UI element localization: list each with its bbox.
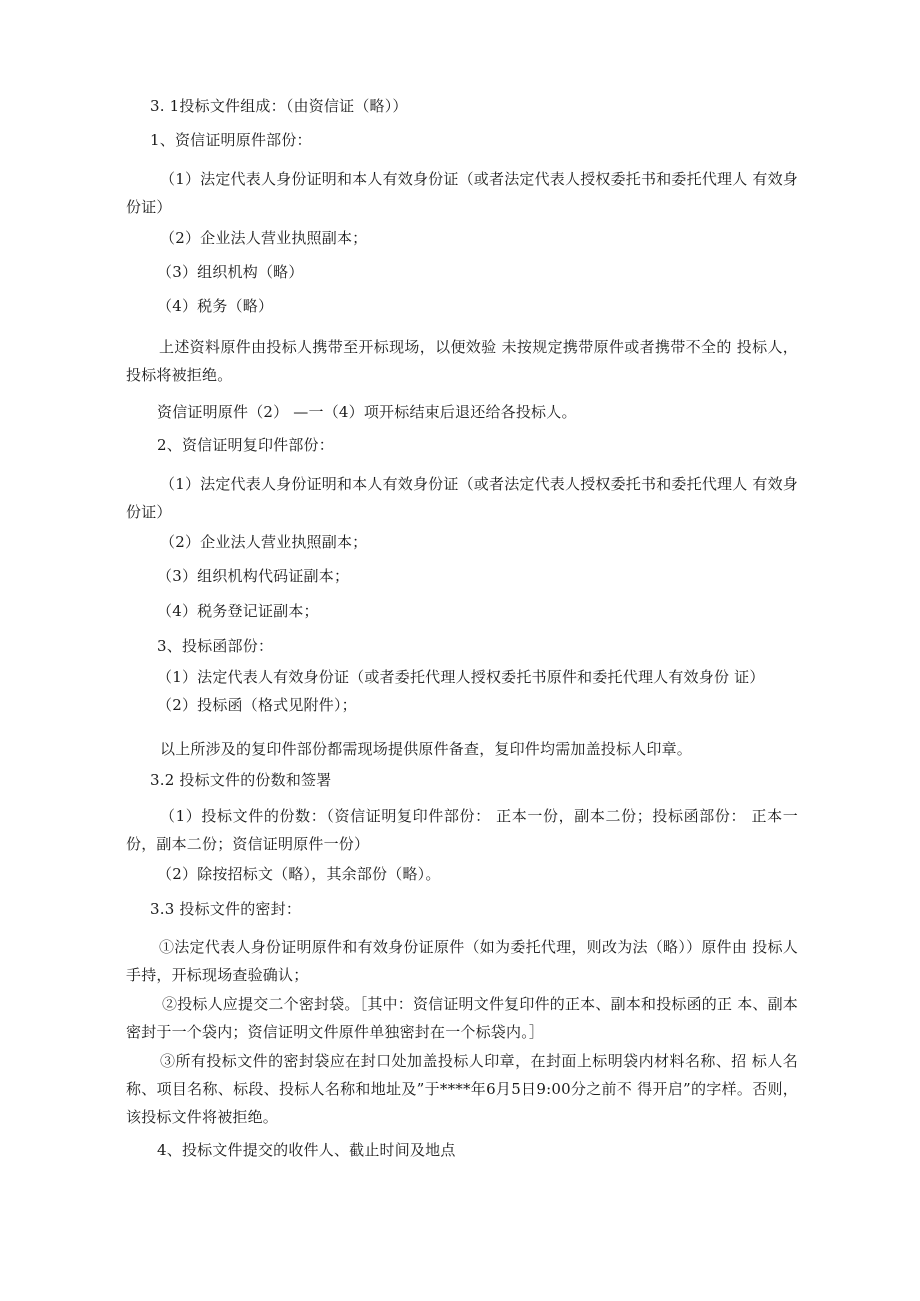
paragraph-signing: （2）除按招标文（略），其余部份（略）。 bbox=[157, 865, 441, 883]
list-item-original-4: （4）税务（略） bbox=[157, 297, 274, 315]
paragraph-sealing-2: ②投标人应提交二个密封袋。［其中：资信证明文件复印件的正本、副本和投标函的正 本、副本密封于一个袋内；资信证明文件原件单独密封在一个标袋内。］ bbox=[126, 995, 798, 1041]
paragraph-sealing-1: ①法定代表人身份证明原件和有效身份证原件（如为委托代理，则改为法（略））原件由 投标人手持，开标现场查验确认； bbox=[126, 938, 798, 984]
list-item-copy-3: （3）组织机构代码证副本； bbox=[157, 567, 350, 585]
subheading-copies: 2、资信证明复印件部份： bbox=[157, 436, 334, 454]
paragraph-copies-notice: 以上所涉及的复印件部份都需现场提供原件备查，复印件均需加盖投标人印章。 bbox=[160, 740, 693, 758]
list-item-copy-4: （4）税务登记证副本； bbox=[157, 602, 319, 620]
paragraph-copies-count: （1）投标文件的份数：（资信证明复印件部份： 正本一份，副本二份；投标函部份： 正本一份，副本二份；资信证明原件一份） bbox=[126, 807, 798, 853]
list-item-original-3: （3）组织机构（略） bbox=[157, 263, 304, 281]
subheading-bid-letter: 3、投标函部份： bbox=[157, 637, 274, 655]
list-item-bid-letter-1: （1）法定代表人有效身份证（或者委托代理人授权委托书原件和委托代理人有效身份 证） bbox=[157, 668, 765, 686]
section-heading-3-3: 3.3 投标文件的密封： bbox=[150, 900, 302, 918]
list-item-original-2: （2）企业法人营业执照副本； bbox=[160, 229, 368, 247]
paragraph-sealing-3: ③所有投标文件的密封袋应在封口处加盖投标人印章，在封面上标明袋内材料名称、招 标人名称、项目名称、标段、投标人名称和地址及”于****年6月5日9:00分之前不 得开启”的字样。否则，该投标文件将被拒绝。 bbox=[126, 1052, 798, 1126]
paragraph-originals-return: 资信证明原件（2） —一（4）项开标结束后退还给各投标人。 bbox=[157, 403, 577, 421]
section-heading-3-1: 3. 1投标文件组成：（由资信证（略）） bbox=[150, 97, 408, 115]
list-item-original-1: （1）法定代表人身份证明和本人有效身份证（或者法定代表人授权委托书和委托代理人 有效身份证） bbox=[126, 170, 798, 216]
section-heading-4: 4、投标文件提交的收件人、截止时间及地点 bbox=[157, 1141, 456, 1159]
list-item-copy-1: （1）法定代表人身份证明和本人有效身份证（或者法定代表人授权委托书和委托代理人 有效身份证） bbox=[126, 475, 798, 521]
list-item-copy-2: （2）企业法人营业执照副本； bbox=[160, 533, 368, 551]
paragraph-originals-notice: 上述资料原件由投标人携带至开标现场，以便效验 未按规定携带原件或者携带不全的 投标人，投标将被拒绝。 bbox=[126, 338, 798, 384]
section-heading-3-2: 3.2 投标文件的份数和签署 bbox=[150, 771, 332, 789]
subheading-original-credentials: 1、资信证明原件部份： bbox=[150, 131, 312, 149]
list-item-bid-letter-2: （2）投标函（格式见附件）； bbox=[157, 696, 357, 714]
